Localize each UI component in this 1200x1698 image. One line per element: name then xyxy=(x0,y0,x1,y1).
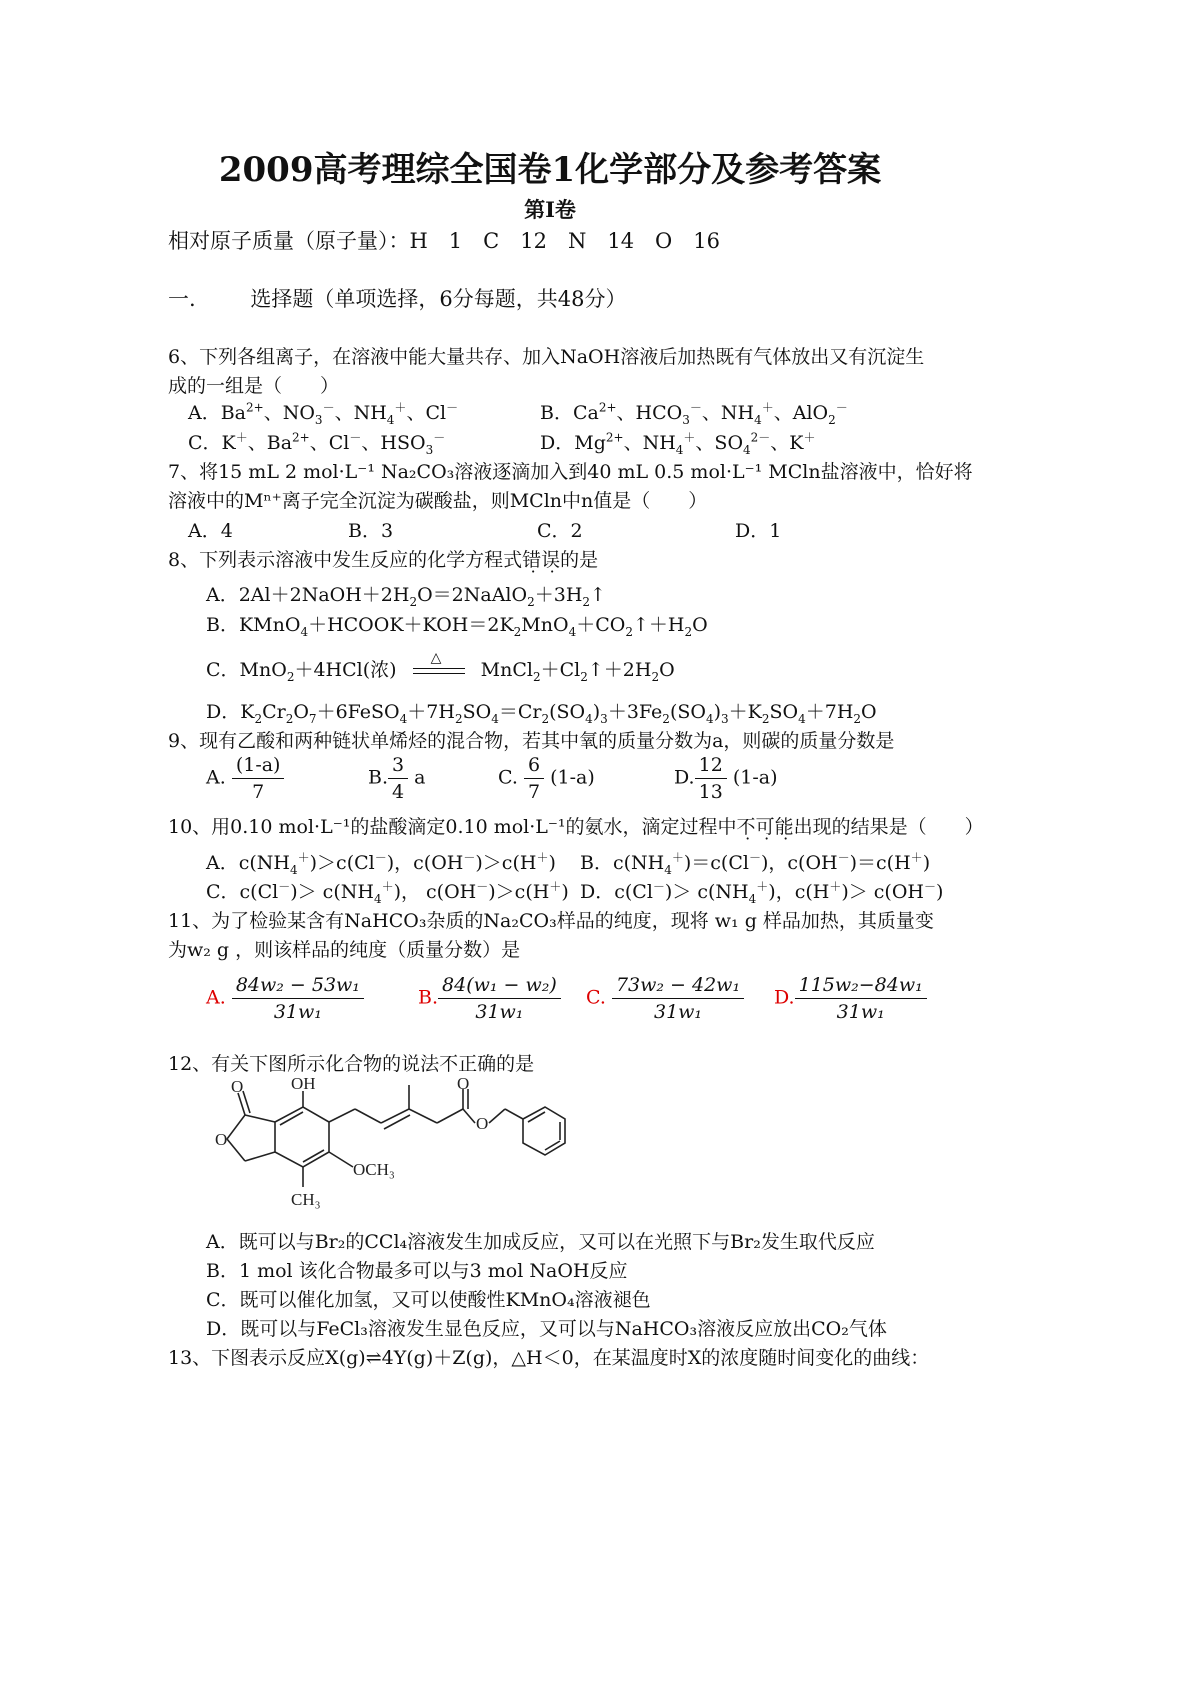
q12-option-b: B．1 mol 该化合物最多可以与3 mol NaOH反应 xyxy=(206,1260,628,1282)
option-label: A. xyxy=(206,986,226,1009)
atom-label: OCH₃ xyxy=(353,1160,395,1179)
q6-stem-line1: 6、下列各组离子，在溶液中能大量共存、加入NaOH溶液后加热既有气体放出又有沉淀生 xyxy=(168,346,925,368)
q7-option-b: B．3 xyxy=(348,520,394,542)
atom-label: O xyxy=(476,1114,489,1133)
fraction xyxy=(388,754,408,803)
emphasis-char: 可 xyxy=(755,816,775,838)
fraction xyxy=(232,754,285,803)
atomic-mass-line: 相对原子质量（原子量）：H 1 C 12 N 14 O 16 xyxy=(168,229,720,253)
option-tail: (1-a) xyxy=(732,766,778,789)
q8-option-d: D．$K_2Cr_2O_7+6FeSO_4+7H_2SO_4=Cr_2(SO_4)_3+3Fe_2(SO_4)_3+K_2SO_4+7H_2O$ xyxy=(206,701,877,726)
fraction xyxy=(232,974,364,1023)
emphasis-char: 不 xyxy=(736,816,756,838)
bond xyxy=(245,1115,275,1122)
option-label: A. xyxy=(206,766,226,789)
part-heading xyxy=(168,283,626,313)
numerator: (1-a) xyxy=(232,754,285,779)
q9-option-b xyxy=(368,754,425,803)
part-number: 一. xyxy=(168,287,196,311)
fraction xyxy=(695,754,727,803)
q13-stem: 13、下图表示反应X(g)⇌4Y(g)＋Z(g)，△H＜0，在某温度时X的浓度随时间变化的曲线： xyxy=(168,1347,930,1369)
q6-stem-line2: 成的一组是（ ） xyxy=(168,375,340,397)
q12-option-d: D．既可以与FeCl₃溶液发生显色反应，又可以与NaHCO₃溶液反应放出CO₂气体 xyxy=(206,1318,887,1340)
bond xyxy=(545,1141,560,1150)
q9-option-a xyxy=(206,754,284,803)
bond xyxy=(437,1109,463,1123)
bond xyxy=(227,1115,245,1139)
bond xyxy=(329,1152,353,1167)
q11-stem-line1: 11、为了检验某含有NaHCO₃杂质的Na₂CO₃样品的纯度，现将 w₁ g 样品加热，其质量变 xyxy=(168,910,934,932)
q8-stem xyxy=(168,545,598,572)
denominator: 7 xyxy=(252,781,265,803)
atom-label: O xyxy=(457,1077,470,1093)
q8-stem-part: 的是 xyxy=(560,549,599,571)
option-label: D. xyxy=(774,986,795,1009)
numerator: 84w₂ − 53w₁ xyxy=(232,974,364,999)
denominator: 31w₁ xyxy=(836,1001,885,1023)
q6-option-a: A．$Ba^{2+}$、$NO_3^-$、$NH_4^+$、Cl－ xyxy=(188,400,459,427)
q10-option-b: B．$c(NH_4^+)=c(Cl^-)$，c(OH－)＝c(H＋) xyxy=(580,850,931,877)
atom-label: O xyxy=(215,1130,228,1149)
q12-stem: 12、有关下图所示化合物的说法不正确的是 xyxy=(168,1053,535,1075)
q6-option-c: C．K＋、$Ba^{2+}$、Cl－、$HSO_3^-$ xyxy=(188,430,446,457)
q9-stem: 9、现有乙酸和两种链状单烯烃的混合物，若其中氧的质量分数为a，则碳的质量分数是 xyxy=(168,730,895,752)
bond xyxy=(463,1109,475,1123)
denominator: 31w₁ xyxy=(273,1001,322,1023)
page-title: 2009高考理综全国卷1化学部分及参考答案 xyxy=(218,150,882,190)
fraction xyxy=(438,974,561,1023)
equals-line xyxy=(413,673,465,674)
numerator: 12 xyxy=(695,754,727,779)
bond xyxy=(227,1139,245,1161)
q11-stem-line2: 为w₂ g ，则该样品的纯度（质量分数）是 xyxy=(168,939,521,961)
option-tail: a xyxy=(414,766,426,789)
q7-option-a: A．4 xyxy=(188,520,233,542)
denominator: 31w₁ xyxy=(475,1001,524,1023)
denominator: 4 xyxy=(392,781,405,803)
option-label: D. xyxy=(674,766,695,789)
option-label: B. xyxy=(368,766,389,789)
aromatic-ring xyxy=(275,1107,329,1167)
numerator: 6 xyxy=(524,754,544,779)
fraction xyxy=(795,974,927,1023)
q6-option-b: B．$Ca^{2+}$、$HCO_3^-$、$NH_4^+$、AlO$_2$－ xyxy=(540,400,848,427)
q11-option-b xyxy=(418,974,561,1023)
numerator: 115w₂−84w₁ xyxy=(795,974,927,999)
option-label: B. xyxy=(418,986,439,1009)
equals-line xyxy=(413,668,465,669)
q8-option-b: B．$KMnO_4+HCOOK+KOH=2K_2MnO_4+CO_2↑+H_2O$ xyxy=(206,614,708,639)
q9-option-d xyxy=(674,754,778,803)
q8-stem-part: 8、下列表示溶液中发生反应的化学方程式 xyxy=(168,549,523,571)
section-title: 第Ⅰ卷 xyxy=(524,197,576,222)
bond xyxy=(381,1109,409,1123)
q8-option-c: C．MnO$_2$＋4HCl(浓) △ $MnCl_2+Cl_2↑+2H_2O$ xyxy=(206,650,675,684)
q10-stem-part: 10、用0.10 mol·L⁻¹的盐酸滴定0.10 mol·L⁻¹的氨水，滴定过程中 xyxy=(168,816,737,838)
numerator: 84(w₁ − w₂) xyxy=(438,974,561,999)
bond xyxy=(489,1109,505,1123)
q9-option-c xyxy=(498,754,595,803)
q6-option-d: D．$Mg^{2+}$、$NH_4^+$、$SO_4^{2-}$、K＋ xyxy=(540,430,816,457)
q10-stem-part: 出现的结果是（ ） xyxy=(793,816,984,838)
q10-option-c: C．$c(Cl^-)> c(NH_4^+)$， c(OH－)＞c(H＋) xyxy=(206,879,569,906)
emphasis-char: 误 xyxy=(541,549,561,571)
option-label: C. xyxy=(586,986,606,1009)
q8-option-a: A．$2Al+2NaOH+2H_2O=2NaAlO_2+3H_2↑$ xyxy=(206,584,606,609)
heat-symbol: △ xyxy=(430,650,442,666)
fraction xyxy=(612,974,744,1023)
atom-label: CH₃ xyxy=(291,1190,321,1209)
part-label: 选择题（单项选择，6分每题，共48分） xyxy=(250,287,627,311)
q7-stem-line1: 7、将15 mL 2 mol·L⁻¹ Na₂CO₃溶液逐滴加入到40 mL 0.5 mol·L⁻¹ MCln盐溶液中，恰好将 xyxy=(168,461,973,483)
denominator: 31w₁ xyxy=(653,1001,703,1023)
denominator: 7 xyxy=(527,781,541,803)
fraction xyxy=(524,754,544,803)
q10-option-d: D．$c(Cl^-)> c(NH_4^+)$，c(H＋)＞ c(OH－) xyxy=(580,879,944,906)
bond xyxy=(528,1112,545,1122)
q11-option-c xyxy=(586,974,744,1023)
denominator: 13 xyxy=(698,781,723,803)
numerator: 3 xyxy=(388,754,408,779)
q11-option-a xyxy=(206,974,364,1023)
compound-structure xyxy=(205,1077,570,1225)
q12-option-c: C．既可以催化加氢，又可以使酸性KMnO₄溶液褪色 xyxy=(206,1289,651,1311)
q10-option-a: A．$c(NH_4^+)>c(Cl^-)$，c(OH－)＞c(H＋) xyxy=(206,850,556,877)
bond xyxy=(329,1109,355,1122)
atom-label: OH xyxy=(291,1077,316,1093)
q11-option-d xyxy=(774,974,927,1023)
aromatic-ring xyxy=(523,1107,565,1155)
bond xyxy=(409,1109,437,1123)
emphasis-char: 能 xyxy=(774,816,794,838)
atom-label: O xyxy=(231,1077,244,1096)
emphasis-char: 错 xyxy=(522,549,542,571)
heat-equals-sign xyxy=(413,650,465,681)
q7-option-c: C．2 xyxy=(537,520,583,542)
bond xyxy=(245,1152,275,1161)
q7-option-d: D．1 xyxy=(735,520,782,542)
numerator: 73w₂ − 42w₁ xyxy=(612,974,744,999)
q7-stem-line2: 溶液中的Mⁿ⁺离子完全沉淀为碳酸盐，则MCln中n值是（ ） xyxy=(168,490,708,512)
option-tail: (1-a) xyxy=(550,766,595,789)
option-label: C. xyxy=(498,766,518,789)
q10-stem xyxy=(168,812,984,839)
bond xyxy=(355,1109,381,1123)
bond xyxy=(505,1109,523,1119)
q12-option-a: A．既可以与Br₂的CCl₄溶液发生加成反应，又可以在光照下与Br₂发生取代反应 xyxy=(206,1231,875,1253)
bond xyxy=(384,1115,410,1129)
